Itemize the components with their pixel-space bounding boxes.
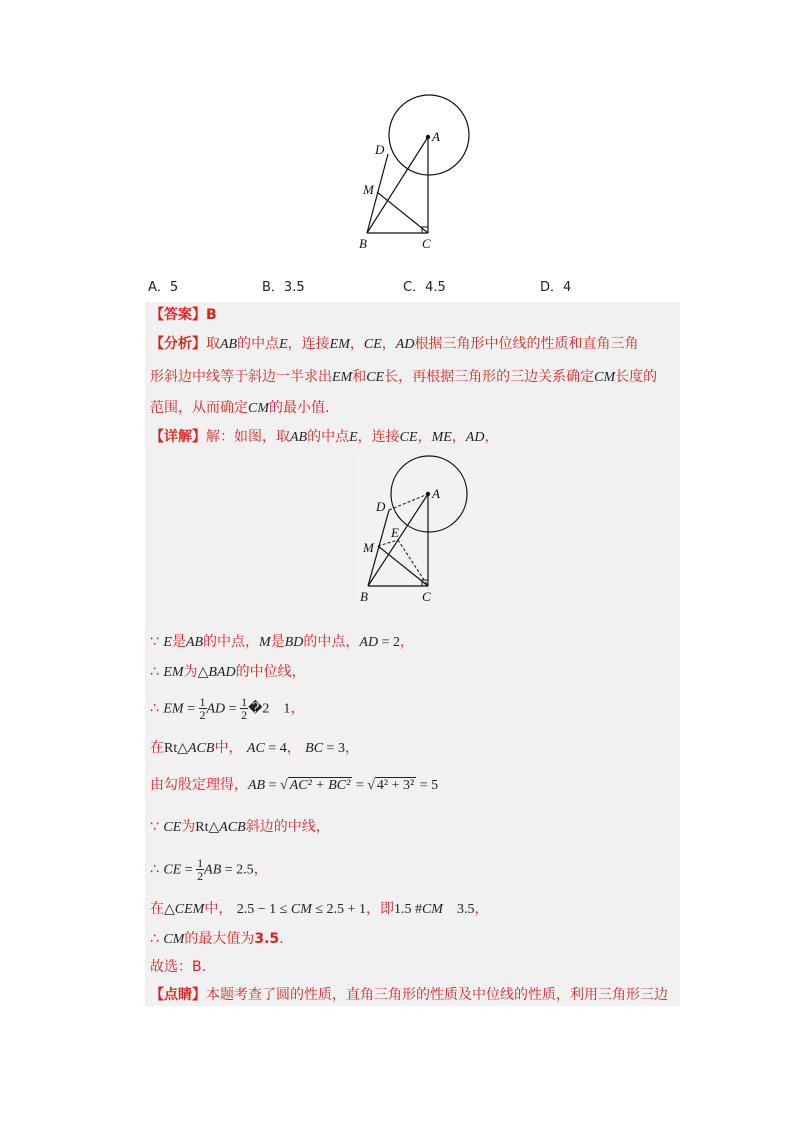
option-d: D．4 bbox=[540, 280, 572, 295]
step-3: ∴ EM = $\frac{1}{2}$ AD = $\frac{1}{2}$ �2 1， bbox=[150, 695, 305, 722]
step-11: 【点睛】本题考查了圆的性质，直角三角形的性质及中位线的性质，利用三角形三边 bbox=[150, 987, 668, 1003]
step-10: 故选：B. bbox=[150, 959, 207, 975]
step-9: ∴ CM的最大值为3.5. bbox=[150, 931, 284, 947]
option-a: A．5 bbox=[148, 280, 179, 295]
label-m: M bbox=[363, 540, 374, 555]
step-6: ∵ CE为Rt△ACB斜边的中线， bbox=[150, 819, 330, 835]
label-c: C bbox=[422, 236, 431, 251]
segment-ce-dashed bbox=[398, 540, 428, 586]
label-d: D bbox=[375, 142, 385, 157]
circle bbox=[389, 95, 469, 175]
fraction-half-3: $\frac{1}{2}$ bbox=[197, 856, 204, 883]
label-b: B bbox=[360, 589, 368, 604]
detail-line: 【详解】解：如图，取AB的中点E，连接CE，ME，AD， bbox=[150, 429, 499, 445]
label-m: M bbox=[363, 182, 374, 197]
segment-mc bbox=[378, 546, 428, 586]
step-7: ∴ CE = $\frac{1}{2}$ AB = 2.5， bbox=[150, 856, 268, 883]
analysis-line-3: 范围，从而确定CM的最小值. bbox=[150, 400, 330, 416]
answer-options bbox=[148, 276, 668, 296]
label-b: B bbox=[359, 236, 367, 251]
analysis-line-1: 【分析】取AB的中点E，连接EM，CE，AD根据三角形中位线的性质和直角三角 bbox=[150, 336, 639, 352]
step-5: 由勾股定理得，AB = √ AC² + BC² = √ 4² + 3² = 5 bbox=[150, 777, 439, 793]
option-c: C．4.5 bbox=[403, 280, 446, 295]
point-a-dot bbox=[426, 135, 430, 139]
segment-mc bbox=[377, 192, 428, 233]
label-a: A bbox=[432, 486, 440, 501]
fraction-half: $\frac{1}{2}$ bbox=[199, 695, 206, 722]
answer-line: 【答案】B bbox=[150, 307, 217, 323]
step-8: 在△CEM中， 2.5 − 1 ≤ CM ≤ 2.5 + 1，即1.5 #CM 3.5， bbox=[150, 901, 489, 917]
option-b: B．3.5 bbox=[262, 280, 305, 295]
label-a: A bbox=[432, 129, 440, 144]
label-d: D bbox=[376, 499, 386, 514]
label-e: E bbox=[391, 525, 399, 540]
step-4: 在Rt△ACB中， AC = 4， BC = 3， bbox=[150, 740, 359, 756]
point-a-dot bbox=[426, 492, 430, 496]
fraction-half-2: $\frac{1}{2}$ bbox=[241, 695, 248, 722]
label-c: C bbox=[422, 589, 431, 604]
geometry-figure-1 bbox=[355, 92, 475, 254]
sqrt-expression-2: √ 4² + 3² bbox=[367, 778, 415, 793]
step-2: ∴ EM为△BAD的中位线， bbox=[150, 664, 306, 680]
step-1: ∵ E是AB的中点，M是BD的中点，AD = 2， bbox=[150, 634, 414, 650]
analysis-line-2: 形斜边中线等于斜边一半求出EM和CE长，再根据三角形的三边关系确定CM长度的 bbox=[150, 369, 658, 385]
sqrt-expression-1: √ AC² + BC² bbox=[280, 778, 351, 793]
geometry-figure-2 bbox=[357, 454, 470, 606]
